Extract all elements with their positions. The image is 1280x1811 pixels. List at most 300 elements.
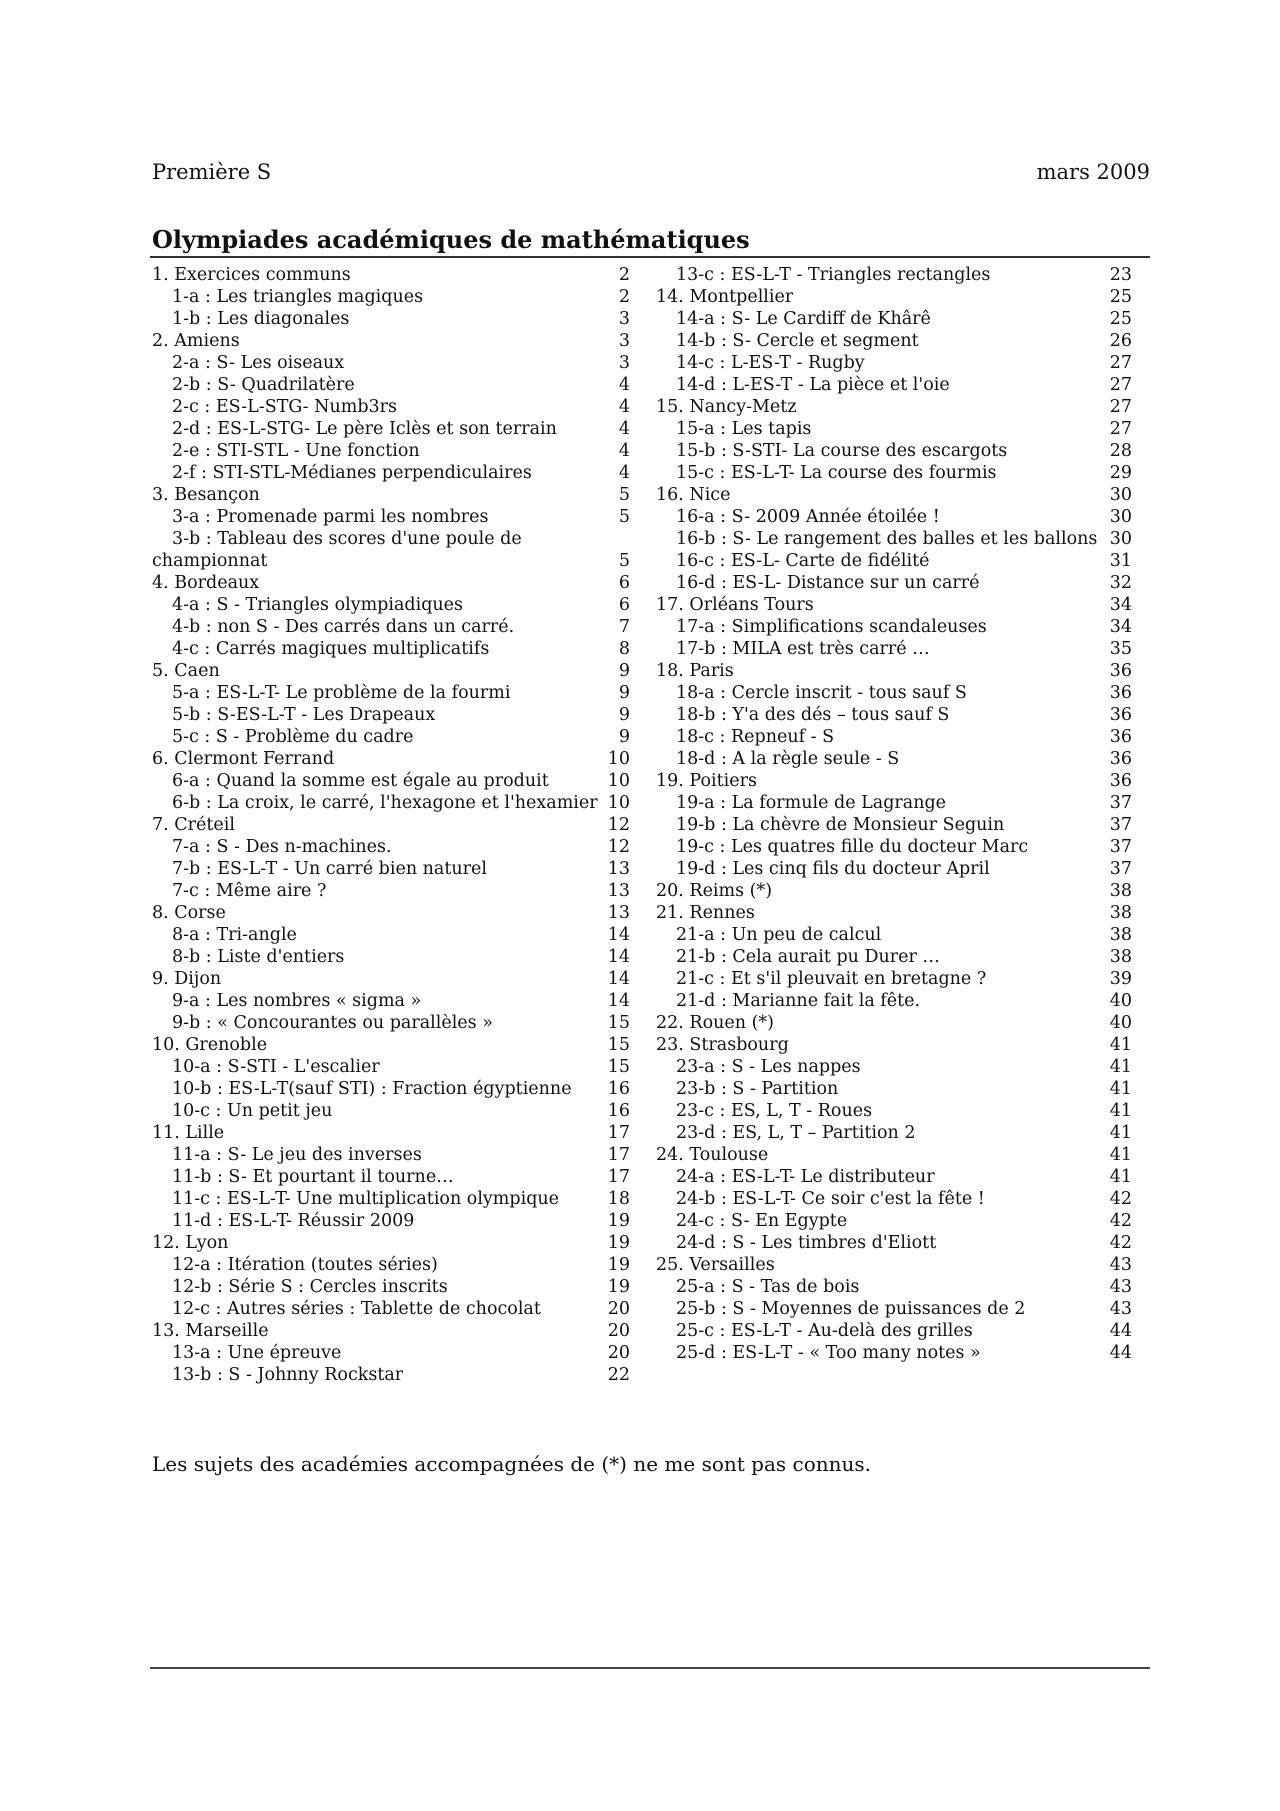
toc-entry[interactable] (656, 1276, 1132, 1298)
toc-entry[interactable] (152, 1232, 630, 1254)
toc-entry[interactable] (656, 792, 1132, 814)
toc-entry[interactable] (656, 528, 1132, 550)
toc-entry-title: 18. Paris (656, 661, 734, 681)
toc-entry[interactable] (656, 1320, 1132, 1342)
toc-entry-title: 24. Toulouse (656, 1145, 769, 1165)
toc-entry-title: 13-a : Une épreuve (172, 1343, 342, 1363)
toc-entry-title: 12-c : Autres séries : Tablette de chocolat (172, 1299, 541, 1319)
toc-entry-title: 13. Marseille (152, 1321, 269, 1341)
toc-entry-title: 17-b : MILA est très carré … (676, 639, 930, 659)
toc-entry-page: 32 (1109, 573, 1132, 593)
toc-entry[interactable] (152, 506, 630, 528)
toc-entry-title: 6-a : Quand la somme est égale au produit (172, 771, 549, 791)
toc-entry[interactable] (152, 792, 630, 814)
title-underline (150, 256, 1150, 258)
toc-entry-title: 21-c : Et s'il pleuvait en bretagne ? (676, 969, 987, 989)
toc-entry[interactable] (656, 1232, 1132, 1254)
toc-entry[interactable] (656, 968, 1132, 990)
toc-entry-title: 8. Corse (152, 903, 226, 923)
toc-entry-page: 19 (607, 1255, 630, 1275)
toc-entry-title: 18-d : A la règle seule - S (676, 749, 900, 769)
toc-entry[interactable] (656, 616, 1132, 638)
toc-entry-page: 13 (607, 859, 630, 879)
toc-entry[interactable] (152, 616, 630, 638)
toc-entry[interactable] (152, 484, 630, 506)
toc-entry-title: 10-b : ES-L-T(sauf STI) : Fraction égyptienne (172, 1079, 572, 1099)
toc-entry-title: 25-a : S - Tas de bois (676, 1277, 860, 1297)
toc-entry-page: 37 (1109, 793, 1132, 813)
toc-entry-page: 4 (618, 375, 630, 395)
toc-entry[interactable] (152, 594, 630, 616)
toc-entry-title: 19-a : La formule de Lagrange (676, 793, 947, 813)
toc-entry-page: 5 (618, 485, 630, 505)
toc-entry[interactable] (152, 1320, 630, 1342)
toc-entry-page: 9 (618, 683, 630, 703)
toc-entry[interactable] (656, 946, 1132, 968)
toc-entry-title: 19. Poitiers (656, 771, 757, 791)
toc-entry-title: 9-b : « Concourantes ou parallèles » (172, 1013, 493, 1033)
toc-entry-title: 14. Montpellier (656, 287, 794, 307)
toc-entry[interactable] (152, 264, 630, 286)
toc-entry-title: 2-a : S- Les oiseaux (172, 353, 345, 373)
toc-entry-page: 37 (1109, 859, 1132, 879)
toc-entry-title: 15. Nancy-Metz (656, 397, 797, 417)
toc-entry-page: 38 (1109, 903, 1132, 923)
toc-entry-page: 10 (607, 749, 630, 769)
toc-entry[interactable] (656, 704, 1132, 726)
toc-entry-title: 12-b : Série S : Cercles inscrits (172, 1277, 448, 1297)
toc-entry-title: 25-c : ES-L-T - Au-delà des grilles (676, 1321, 973, 1341)
toc-entry-page: 36 (1109, 683, 1132, 703)
toc-entry-page: 41 (1109, 1057, 1132, 1077)
toc-entry[interactable] (152, 660, 630, 682)
toc-entry-title: 17. Orléans Tours (656, 595, 814, 615)
toc-entry-title: 7. Créteil (152, 815, 235, 835)
toc-entry-title: 15-c : ES-L-T- La course des fourmis (676, 463, 997, 483)
toc-entry-title: 13-c : ES-L-T - Triangles rectangles (676, 265, 991, 285)
toc-entry-title: championnat (152, 551, 268, 571)
toc-entry-title: 25-b : S - Moyennes de puissances de 2 (676, 1299, 1026, 1319)
toc-entry-title: 5-a : ES-L-T- Le problème de la fourmi (172, 683, 511, 703)
toc-entry-title: 11. Lille (152, 1123, 225, 1143)
toc-entry-page: 20 (607, 1299, 630, 1319)
toc-entry-title: 7-a : S - Des n-machines. (172, 837, 392, 857)
toc-entry-page: 5 (618, 507, 630, 527)
toc-entry-page: 5 (618, 551, 630, 571)
toc-entry[interactable] (152, 1254, 630, 1276)
toc-entry-title: 11-c : ES-L-T- Une multiplication olympique (172, 1189, 560, 1209)
toc-entry[interactable] (152, 352, 630, 374)
toc-entry-title: 3-a : Promenade parmi les nombres (172, 507, 489, 527)
toc-entry-page: 13 (607, 903, 630, 923)
toc-entry[interactable] (152, 1342, 630, 1364)
toc-entry-title: 3. Besançon (152, 485, 260, 505)
toc-entry-page: 34 (1109, 595, 1132, 615)
toc-entry-page: 38 (1109, 925, 1132, 945)
toc-entry[interactable] (656, 506, 1132, 528)
toc-entry[interactable] (152, 1188, 630, 1210)
toc-entry[interactable] (152, 682, 630, 704)
toc-entry-title: 5-c : S - Problème du cadre (172, 727, 414, 747)
toc-entry[interactable] (656, 594, 1132, 616)
toc-entry-title: 17-a : Simplifications scandaleuses (676, 617, 987, 637)
toc-entry-title: 7-b : ES-L-T - Un carré bien naturel (172, 859, 487, 879)
toc-entry-title: 5-b : S-ES-L-T - Les Drapeaux (172, 705, 436, 725)
toc-entry-title: 16-d : ES-L- Distance sur un carré (676, 573, 980, 593)
toc-entry-page: 4 (618, 463, 630, 483)
toc-entry-title: 18-a : Cercle inscrit - tous sauf S (676, 683, 967, 703)
toc-entry[interactable] (656, 330, 1132, 352)
toc-entry-title: 13-b : S - Johnny Rockstar (172, 1365, 404, 1385)
toc-entry-title: 12. Lyon (152, 1233, 229, 1253)
toc-entry-page: 6 (618, 573, 630, 593)
page-header (152, 160, 1150, 184)
toc-entry-page: 36 (1109, 771, 1132, 791)
toc-entry-title: 19-c : Les quatres fille du docteur Marc (676, 837, 1029, 857)
toc-entry-title: 10-c : Un petit jeu (172, 1101, 333, 1121)
toc-entry[interactable] (656, 308, 1132, 330)
toc-entry[interactable] (152, 880, 630, 902)
toc-entry-page: 14 (607, 925, 630, 945)
toc-entry[interactable] (656, 1144, 1132, 1166)
toc-entry-title: 4-b : non S - Des carrés dans un carré. (172, 617, 515, 637)
toc-entry-page: 28 (1109, 441, 1132, 461)
toc-entry-page: 6 (618, 595, 630, 615)
toc-entry-title: 18-c : Repneuf - S (676, 727, 835, 747)
toc-entry-page: 3 (618, 331, 630, 351)
toc-entry[interactable] (152, 396, 630, 418)
toc-entry-title: 11-d : ES-L-T- Réussir 2009 (172, 1211, 415, 1231)
toc-entry-page: 34 (1109, 617, 1132, 637)
toc-entry[interactable] (656, 1298, 1132, 1320)
toc-entry-page: 2 (618, 265, 630, 285)
toc-entry[interactable] (152, 1364, 630, 1386)
toc-entry[interactable] (656, 1078, 1132, 1100)
toc-entry-title: 25-d : ES-L-T - « Too many notes » (676, 1343, 981, 1363)
toc-entry[interactable] (656, 1034, 1132, 1056)
toc-entry[interactable] (656, 1122, 1132, 1144)
toc-entry-title: 19-b : La chèvre de Monsieur Seguin (676, 815, 1005, 835)
toc-entry[interactable] (656, 572, 1132, 594)
toc-entry[interactable] (656, 462, 1132, 484)
toc-entry-page: 27 (1109, 375, 1132, 395)
toc-entry-title: 2. Amiens (152, 331, 240, 351)
toc-entry-page: 35 (1109, 639, 1132, 659)
toc-entry[interactable] (656, 770, 1132, 792)
toc-entry-page: 12 (607, 815, 630, 835)
toc-entry[interactable] (152, 1034, 630, 1056)
toc-entry-title: 1-b : Les diagonales (172, 309, 350, 329)
toc-entry-title: 14-a : S- Le Cardiff de Khârê (676, 309, 931, 329)
toc-entry[interactable] (656, 286, 1132, 308)
toc-entry-title: 4-c : Carrés magiques multiplicatifs (172, 639, 490, 659)
toc-entry-page: 36 (1109, 705, 1132, 725)
toc-entry-page: 13 (607, 881, 630, 901)
toc-entry-page: 41 (1109, 1079, 1132, 1099)
toc-entry[interactable] (152, 1122, 630, 1144)
toc-entry-title: 23-b : S - Partition (676, 1079, 839, 1099)
toc-entry-title: 14-b : S- Cercle et segment (676, 331, 919, 351)
toc-entry-page: 14 (607, 991, 630, 1011)
toc-entry[interactable] (656, 1012, 1132, 1034)
toc-entry-page: 16 (607, 1079, 630, 1099)
toc-entry[interactable] (656, 1210, 1132, 1232)
toc-entry-page: 38 (1109, 947, 1132, 967)
toc-entry-page: 4 (618, 441, 630, 461)
toc-entry[interactable] (656, 638, 1132, 660)
toc-entry[interactable] (152, 1298, 630, 1320)
toc-entry-title: 21-b : Cela aurait pu Durer … (676, 947, 940, 967)
toc-entry-title: 2-d : ES-L-STG- Le père Iclès et son terrain (172, 419, 557, 439)
toc-entry-page: 7 (618, 617, 630, 637)
toc-entry-page: 19 (607, 1233, 630, 1253)
toc-entry-title: 8-a : Tri-angle (172, 925, 297, 945)
toc-entry-title: 2-b : S- Quadrilatère (172, 375, 355, 395)
toc-entry[interactable] (152, 770, 630, 792)
toc-entry[interactable] (152, 1078, 630, 1100)
toc-entry[interactable] (152, 836, 630, 858)
toc-entry[interactable] (152, 902, 630, 924)
toc-entry-page: 23 (1109, 265, 1132, 285)
toc-entry-title: 21-d : Marianne fait la fête. (676, 991, 921, 1011)
toc-entry-page: 31 (1109, 551, 1132, 571)
toc-entry-title: 9. Dijon (152, 969, 222, 989)
toc-entry[interactable] (152, 1276, 630, 1298)
toc-entry[interactable] (656, 880, 1132, 902)
toc-entry-page: 41 (1109, 1123, 1132, 1143)
toc-entry[interactable] (152, 308, 630, 330)
toc-entry-title: 10. Grenoble (152, 1035, 268, 1055)
toc-entry-title: 20. Reims (*) (656, 881, 773, 901)
toc-entry-page: 17 (607, 1123, 630, 1143)
toc-entry[interactable] (152, 726, 630, 748)
toc-entry-page: 43 (1109, 1255, 1132, 1275)
toc-entry[interactable] (656, 1166, 1132, 1188)
toc-entry[interactable] (656, 352, 1132, 374)
toc-entry-title: 15-a : Les tapis (676, 419, 812, 439)
toc-entry-page: 36 (1109, 727, 1132, 747)
toc-entry-page: 41 (1109, 1035, 1132, 1055)
toc-entry[interactable] (152, 1056, 630, 1078)
toc-right-column (656, 264, 1132, 1364)
toc-entry-title: 22. Rouen (*) (656, 1013, 774, 1033)
toc-entry-page: 30 (1109, 529, 1132, 549)
toc-entry-page: 41 (1109, 1101, 1132, 1121)
toc-entry-title: 24-a : ES-L-T- Le distributeur (676, 1167, 935, 1187)
toc-entry[interactable] (152, 704, 630, 726)
toc-entry-title: 7-c : Même aire ? (172, 881, 327, 901)
toc-entry-page: 10 (607, 771, 630, 791)
toc-entry-title: 11-b : S- Et pourtant il tourne… (172, 1167, 454, 1187)
toc-entry-page: 41 (1109, 1145, 1132, 1165)
toc-entry-title: 16-b : S- Le rangement des balles et les ballons (676, 529, 1098, 549)
toc-entry-page: 36 (1109, 661, 1132, 681)
toc-entry[interactable] (656, 374, 1132, 396)
toc-entry-title: 6-b : La croix, le carré, l'hexagone et l'hexamier (172, 793, 598, 813)
toc-entry[interactable] (656, 396, 1132, 418)
toc-entry[interactable] (656, 1188, 1132, 1210)
toc-entry-page: 30 (1109, 485, 1132, 505)
toc-entry[interactable] (152, 1210, 630, 1232)
toc-entry-page: 30 (1109, 507, 1132, 527)
toc-entry[interactable] (152, 572, 630, 594)
toc-entry-page: 37 (1109, 815, 1132, 835)
toc-entry-page: 19 (607, 1211, 630, 1231)
toc-entry-title: 1. Exercices communs (152, 265, 351, 285)
toc-entry-page: 40 (1109, 1013, 1132, 1033)
toc-entry[interactable] (656, 264, 1132, 286)
toc-entry-page: 9 (618, 705, 630, 725)
toc-entry[interactable] (656, 858, 1132, 880)
toc-entry-title: 21. Rennes (656, 903, 755, 923)
toc-entry-page: 20 (607, 1321, 630, 1341)
toc-entry-title: 23-a : S - Les nappes (676, 1057, 861, 1077)
toc-entry-title: 2-f : STI-STL-Médianes perpendiculaires (172, 463, 532, 483)
toc-entry-page: 9 (618, 661, 630, 681)
toc-entry-page: 9 (618, 727, 630, 747)
toc-entry[interactable] (656, 550, 1132, 572)
toc-entry-page: 41 (1109, 1167, 1132, 1187)
toc-entry-page: 29 (1109, 463, 1132, 483)
toc-entry[interactable] (152, 374, 630, 396)
toc-entry-page: 3 (618, 309, 630, 329)
toc-entry-title: 14-c : L-ES-T - Rugby (676, 353, 865, 373)
toc-entry-page: 38 (1109, 881, 1132, 901)
toc-entry-page: 16 (607, 1101, 630, 1121)
toc-entry-page: 17 (607, 1167, 630, 1187)
toc-entry[interactable] (152, 462, 630, 484)
toc-entry-page: 15 (607, 1035, 630, 1055)
toc-entry-page: 26 (1109, 331, 1132, 351)
toc-entry[interactable] (152, 286, 630, 308)
toc-entry[interactable] (152, 440, 630, 462)
toc-entry-page: 15 (607, 1013, 630, 1033)
toc-entry[interactable] (656, 660, 1132, 682)
toc-entry[interactable] (152, 1166, 630, 1188)
toc-entry-page: 22 (607, 1365, 630, 1385)
toc-entry-page: 43 (1109, 1277, 1132, 1297)
toc-entry[interactable] (656, 836, 1132, 858)
toc-entry-page: 40 (1109, 991, 1132, 1011)
footnote: Les sujets des académies accompagnées de (*) ne me sont pas connus. (152, 1452, 872, 1476)
toc-entry-title: 24-b : ES-L-T- Ce soir c'est la fête ! (676, 1189, 985, 1209)
toc-entry-page: 3 (618, 353, 630, 373)
toc-entry[interactable] (656, 726, 1132, 748)
toc-entry[interactable] (152, 990, 630, 1012)
toc-entry-page: 27 (1109, 353, 1132, 373)
toc-entry[interactable] (152, 1144, 630, 1166)
toc-entry-title: 23-d : ES, L, T – Partition 2 (676, 1123, 916, 1143)
toc-entry-title: 18-b : Y'a des dés – tous sauf S (676, 705, 950, 725)
toc-entry-page: 14 (607, 947, 630, 967)
toc-entry-title: 10-a : S-STI - L'escalier (172, 1057, 380, 1077)
toc-entry[interactable] (152, 968, 630, 990)
toc-entry[interactable] (152, 528, 630, 550)
toc-entry-page: 37 (1109, 837, 1132, 857)
toc-entry[interactable] (656, 440, 1132, 462)
toc-entry-page: 15 (607, 1057, 630, 1077)
toc-entry-title: 11-a : S- Le jeu des inverses (172, 1145, 422, 1165)
toc-entry-page: 4 (618, 419, 630, 439)
toc-entry-page: 36 (1109, 749, 1132, 769)
toc-entry[interactable] (656, 814, 1132, 836)
toc-entry[interactable] (152, 330, 630, 352)
toc-entry[interactable] (656, 1342, 1132, 1364)
toc-entry[interactable] (152, 748, 630, 770)
toc-entry[interactable] (152, 946, 630, 968)
toc-entry[interactable] (656, 682, 1132, 704)
toc-entry-title: 16. Nice (656, 485, 731, 505)
toc-entry-title: 23-c : ES, L, T - Roues (676, 1101, 873, 1121)
toc-entry-title: 16-c : ES-L- Carte de fidélité (676, 551, 930, 571)
toc-entry-page: 42 (1109, 1211, 1132, 1231)
header-date: mars 2009 (1036, 160, 1150, 184)
toc-entry[interactable] (656, 748, 1132, 770)
toc-entry-page: 2 (618, 287, 630, 307)
toc-entry[interactable] (152, 814, 630, 836)
toc-entry-page: 27 (1109, 419, 1132, 439)
toc-entry[interactable] (152, 638, 630, 660)
toc-entry-page: 8 (618, 639, 630, 659)
toc-entry-page: 43 (1109, 1299, 1132, 1319)
toc-entry-page: 14 (607, 969, 630, 989)
toc-entry-title: 6. Clermont Ferrand (152, 749, 335, 769)
toc-entry[interactable] (656, 418, 1132, 440)
toc-entry[interactable] (656, 1100, 1132, 1122)
toc-entry[interactable] (656, 1254, 1132, 1276)
toc-entry[interactable] (152, 1100, 630, 1122)
toc-entry-title: 24-c : S- En Egypte (676, 1211, 848, 1231)
toc-entry-title: 12-a : Itération (toutes séries) (172, 1255, 438, 1275)
toc-entry-page: 39 (1109, 969, 1132, 989)
toc-entry-page: 17 (607, 1145, 630, 1165)
toc-entry-title: 21-a : Un peu de calcul (676, 925, 882, 945)
toc-entry-title: 2-e : STI-STL - Une fonction (172, 441, 420, 461)
toc-entry-page: 27 (1109, 397, 1132, 417)
toc-entry-page: 19 (607, 1277, 630, 1297)
toc-entry-title: 25. Versailles (656, 1255, 775, 1275)
toc-entry-title: 4-a : S - Triangles olympiadiques (172, 595, 464, 615)
toc-entry[interactable] (656, 924, 1132, 946)
toc-entry-page: 25 (1109, 287, 1132, 307)
toc-entry-title: 16-a : S- 2009 Année étoilée ! (676, 507, 940, 527)
toc-entry-title: 3-b : Tableau des scores d'une poule de (172, 529, 522, 549)
toc-entry[interactable] (656, 1056, 1132, 1078)
toc-entry-title: 23. Strasbourg (656, 1035, 789, 1055)
toc-entry[interactable] (152, 858, 630, 880)
toc-entry-page: 18 (607, 1189, 630, 1209)
toc-entry-title: 19-d : Les cinq fils du docteur April (676, 859, 990, 879)
toc-entry-page: 12 (607, 837, 630, 857)
footer-rule (150, 1667, 1150, 1669)
toc-entry-page: 42 (1109, 1189, 1132, 1209)
toc-entry-title: 1-a : Les triangles magiques (172, 287, 424, 307)
toc-entry[interactable] (152, 924, 630, 946)
toc-entry-title: 24-d : S - Les timbres d'Eliott (676, 1233, 937, 1253)
toc-entry-page: 44 (1109, 1343, 1132, 1363)
toc-entry[interactable] (656, 990, 1132, 1012)
toc-entry-title: 5. Caen (152, 661, 220, 681)
toc-entry[interactable] (656, 484, 1132, 506)
toc-entry-title: 15-b : S-STI- La course des escargots (676, 441, 1008, 461)
toc-entry-page: 10 (607, 793, 630, 813)
toc-entry[interactable] (152, 418, 630, 440)
toc-entry-title: 4. Bordeaux (152, 573, 260, 593)
toc-entry[interactable] (656, 902, 1132, 924)
toc-entry[interactable] (152, 1012, 630, 1034)
toc-entry[interactable] (152, 550, 630, 572)
toc-entry-page: 20 (607, 1343, 630, 1363)
